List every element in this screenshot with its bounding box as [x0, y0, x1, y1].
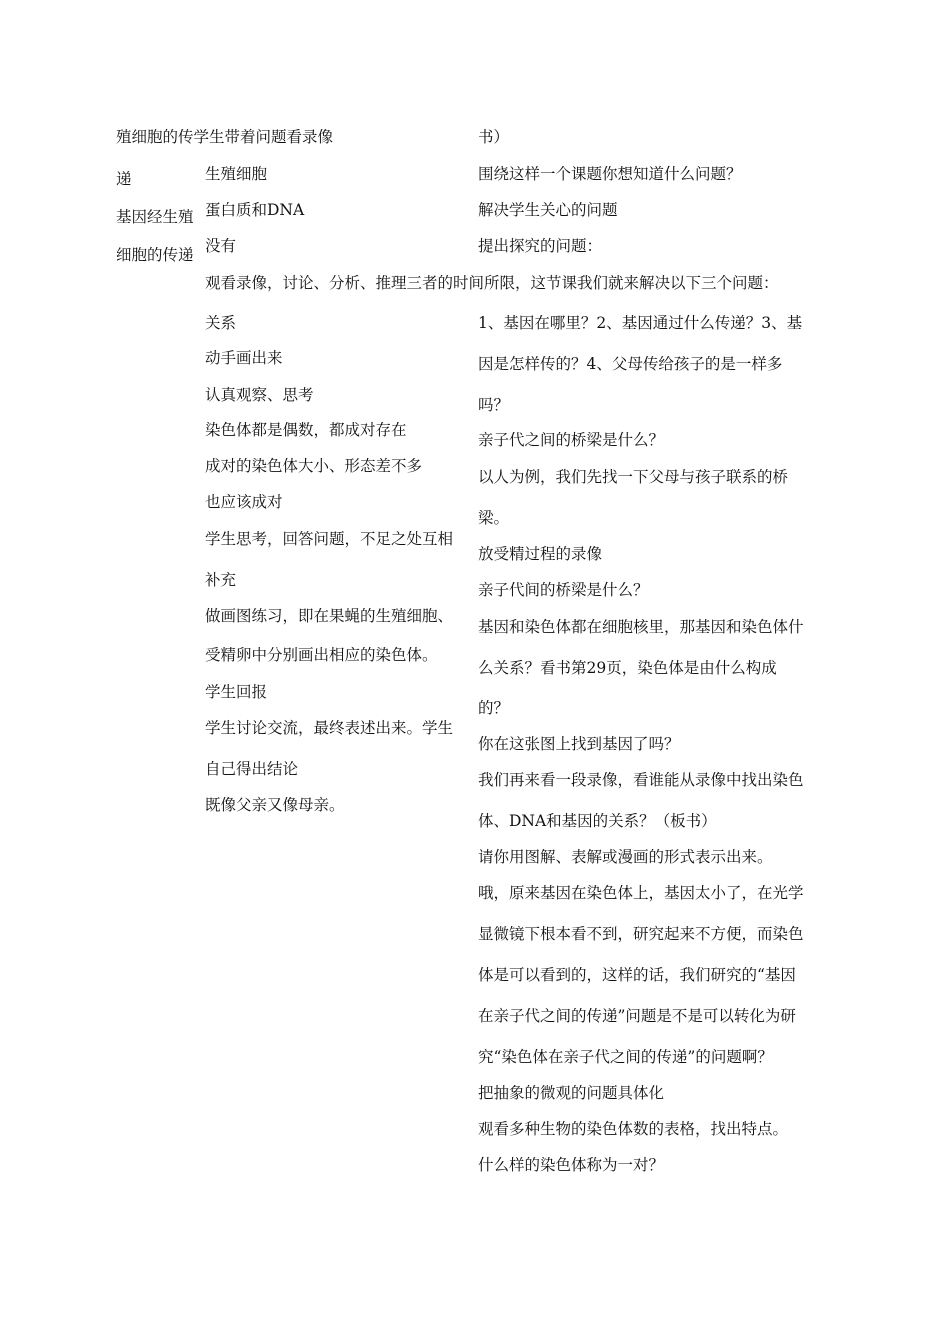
- col3-line-5: 1、基因在哪里？2、基因通过什么传递？3、基: [478, 314, 803, 332]
- col3-line-1: 书）: [478, 128, 510, 146]
- col2-line-6: 动手画出来: [205, 349, 283, 367]
- col3-line-19: 请你用图解、表解或漫画的形式表示出来。: [478, 848, 773, 866]
- col2-line-3: 没有: [205, 237, 237, 255]
- col2-line-9: 成对的染色体大小、形态差不多: [205, 457, 423, 475]
- col3-line-2: 围绕这样一个课题你想知道什么问题？: [478, 165, 742, 183]
- col2-line-7: 认真观察、思考: [205, 386, 314, 404]
- col2-line-2: 蛋白质和DNA: [205, 201, 305, 219]
- col3-line-15: 的？: [478, 699, 510, 717]
- col1-line-4: 细胞的传递: [116, 246, 194, 264]
- col3-line-11: 放受精过程的录像: [478, 545, 603, 563]
- col2-line-17: 自己得出结论: [205, 760, 299, 778]
- col3-line-14: 么关系？看书第29页，染色体是由什么构成: [478, 659, 777, 677]
- col3-line-3: 解决学生关心的问题: [478, 201, 618, 219]
- col2-line-10: 也应该成对: [205, 493, 283, 511]
- col2-line-14: 受精卵中分别画出相应的染色体。: [205, 646, 438, 664]
- col3-line-21: 显微镜下根本看不到，研究起来不方便，而染色: [478, 925, 804, 943]
- col3-line-7: 吗？: [478, 396, 510, 414]
- col3-line-8: 亲子代之间的桥梁是什么？: [478, 431, 665, 449]
- col2-line-4: 观看录像，讨论、分析、推理三者的时间所限，这节课我们就来解决以下三个问题：: [205, 274, 779, 292]
- col2-line-11: 学生思考，回答问题，不足之处互相: [205, 530, 454, 548]
- col2-line-18: 既像父亲又像母亲。: [205, 796, 345, 814]
- col2-line-8: 染色体都是偶数，都成对存在: [205, 421, 407, 439]
- col2-line-1: 生殖细胞: [205, 165, 268, 183]
- col2-line-16: 学生讨论交流，最终表述出来。学生: [205, 719, 454, 737]
- col3-line-27: 什么样的染色体称为一对？: [478, 1156, 665, 1174]
- col3-line-23: 在亲子代之间的传递”问题是不是可以转化为研: [478, 1007, 796, 1025]
- col3-line-9: 以人为例，我们先找一下父母与孩子联系的桥: [478, 468, 789, 486]
- col3-line-10: 梁。: [478, 509, 510, 527]
- col2-line-15: 学生回报: [205, 683, 268, 701]
- col2-line-5: 关系: [205, 314, 237, 332]
- col3-line-22: 体是可以看到的，这样的话，我们研究的“基因: [478, 966, 796, 984]
- col3-line-6: 因是怎样传的？4、父母传给孩子的是一样多: [478, 355, 783, 373]
- col3-line-13: 基因和染色体都在细胞核里，那基因和染色体什: [478, 618, 804, 636]
- col3-line-25: 把抽象的微观的问题具体化: [478, 1084, 665, 1102]
- col2-line-13: 做画图练习，即在果蝇的生殖细胞、: [205, 607, 454, 625]
- col3-line-18: 体、DNA和基因的关系？（板书）: [478, 812, 717, 830]
- col3-line-12: 亲子代间的桥梁是什么？: [478, 581, 649, 599]
- col3-line-26: 观看多种生物的染色体数的表格，找出特点。: [478, 1120, 789, 1138]
- col1-line-2: 递: [116, 170, 132, 188]
- col2-line-12: 补充: [205, 571, 237, 589]
- col3-line-4: 提出探究的问题：: [478, 237, 603, 255]
- col3-line-16: 你在这张图上找到基因了吗？: [478, 735, 680, 753]
- col3-line-20: 哦，原来基因在染色体上，基因太小了，在光学: [478, 884, 804, 902]
- col1-line-1: 殖细胞的传学生带着问题看录像: [116, 128, 334, 146]
- col1-line-3: 基因经生殖: [116, 208, 194, 226]
- col3-line-24: 究“染色体在亲子代之间的传递”的问题啊？: [478, 1048, 773, 1066]
- col3-line-17: 我们再来看一段录像，看谁能从录像中找出染色: [478, 771, 804, 789]
